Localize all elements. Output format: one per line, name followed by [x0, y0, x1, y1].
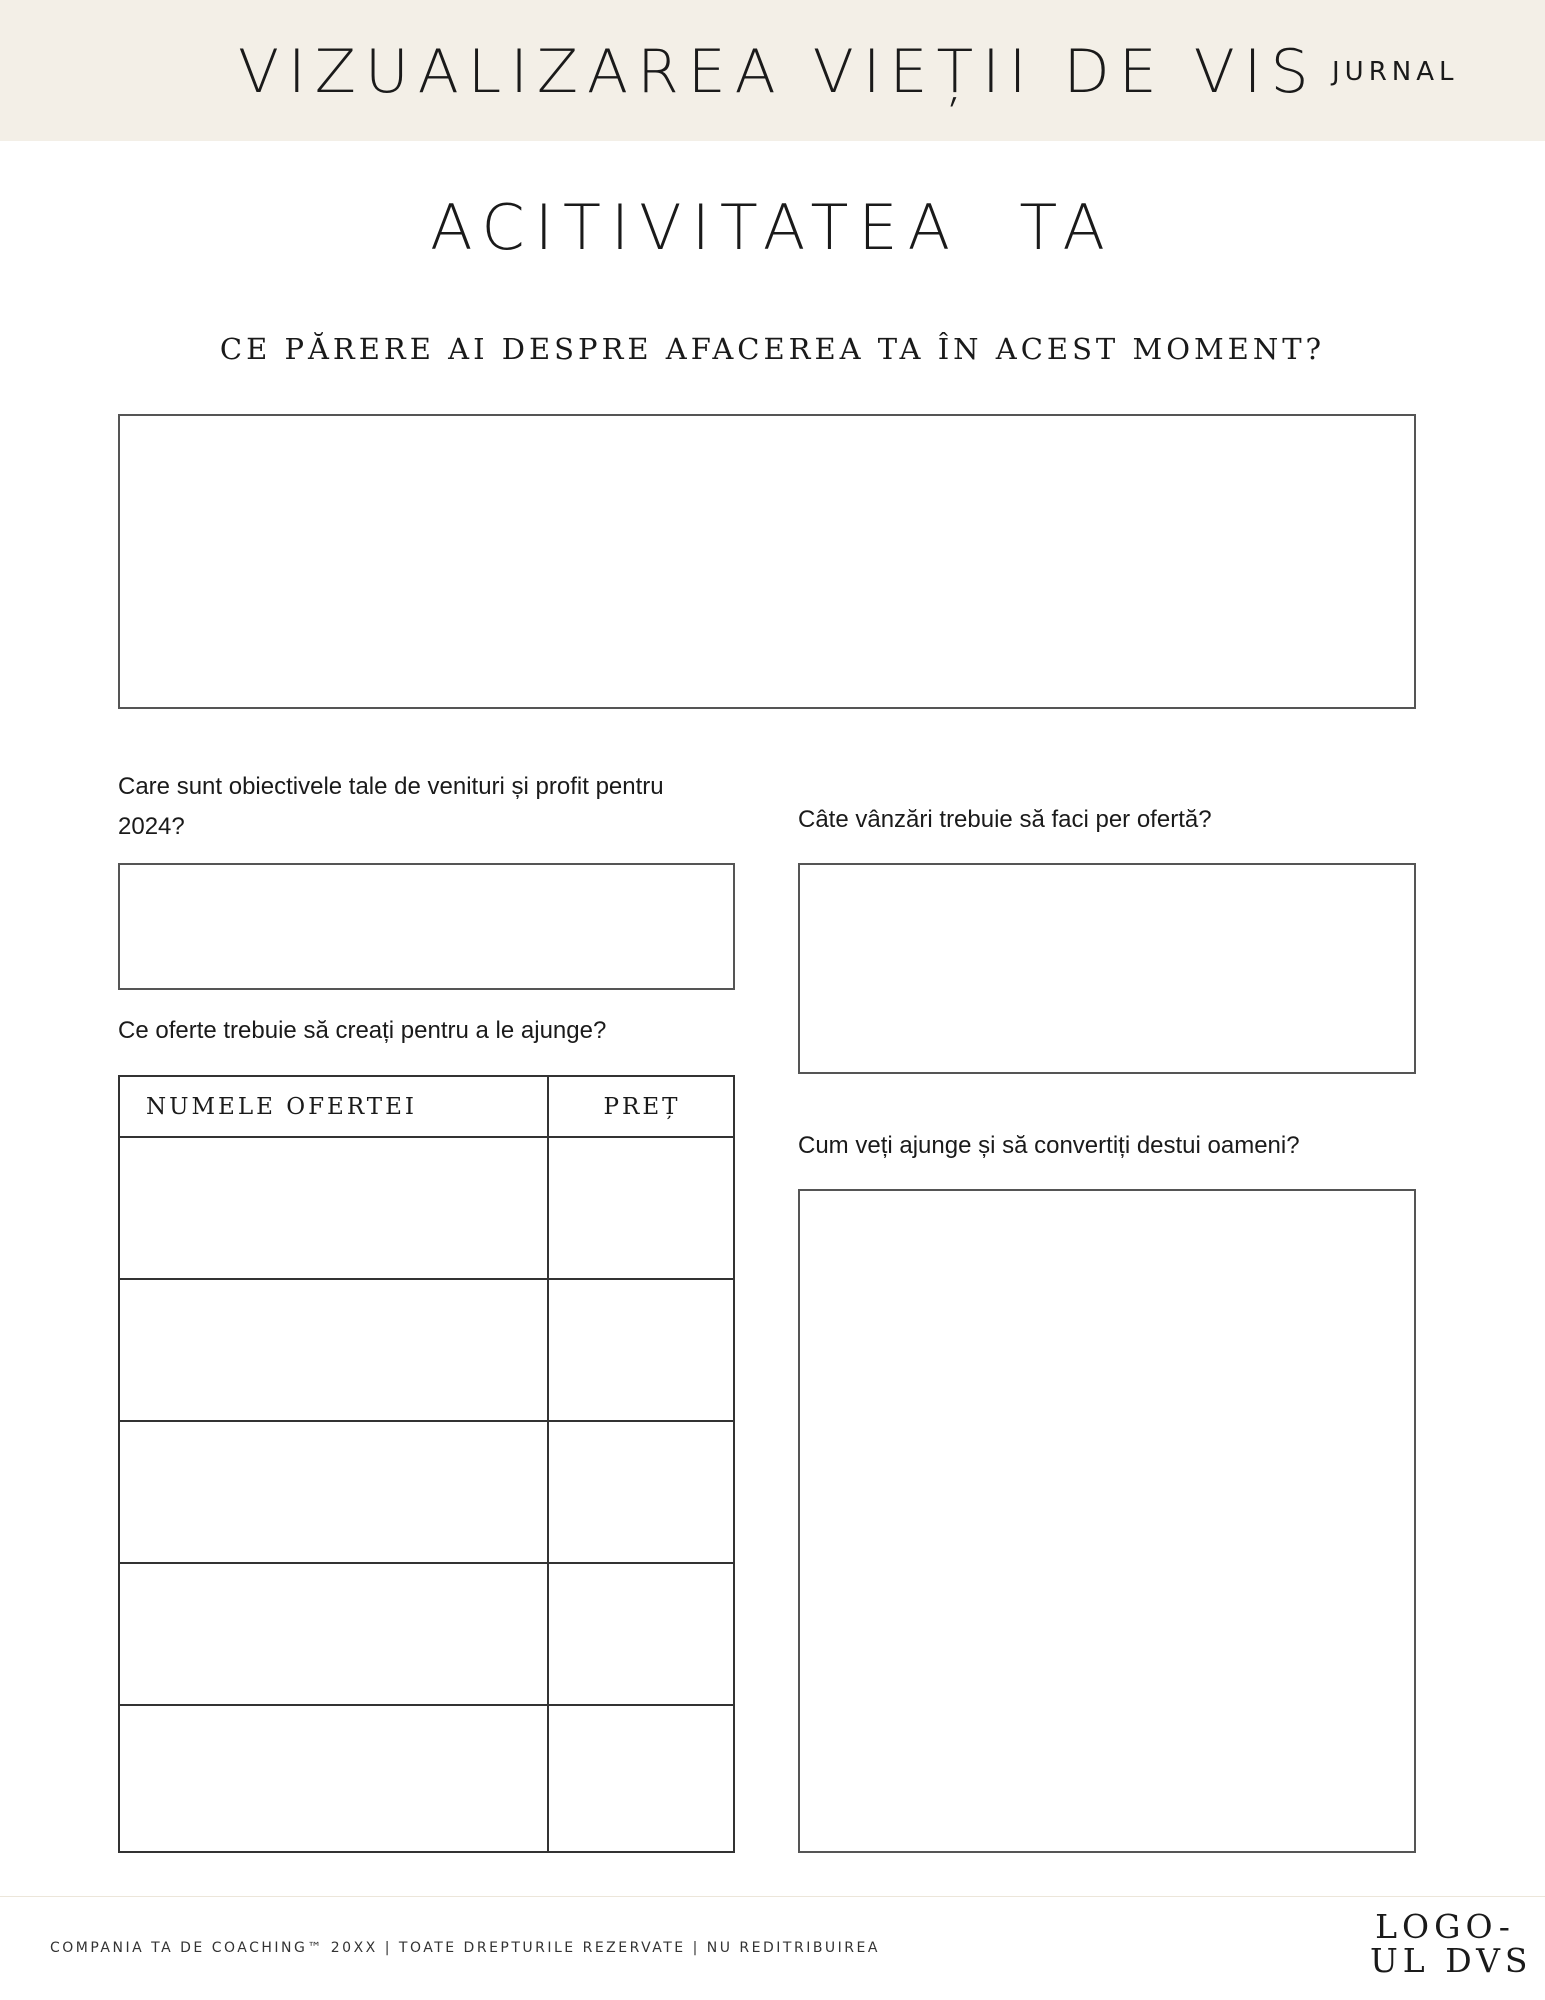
offers-to-create-question: Ce oferte trebuie să creați pentru a le ajunge? [118, 1017, 607, 1044]
reach-and-convert-answer-box[interactable] [798, 1189, 1416, 1853]
income-goals-answer-box[interactable] [118, 863, 735, 990]
offers-table [118, 1075, 735, 1853]
table-row-divider [120, 1278, 733, 1280]
business-opinion-answer-box[interactable] [118, 414, 1416, 709]
journal-subtitle: JURNAL [1332, 57, 1459, 87]
table-row-divider [120, 1420, 733, 1422]
table-row-divider [120, 1704, 733, 1706]
business-opinion-question: CE PĂRERE AI DESPRE AFACEREA TA ÎN ACEST MOMENT? [219, 332, 1326, 366]
income-goals-question: Care sunt obiectivele tale de venituri și profit pentru 2024? [118, 773, 664, 840]
reach-and-convert-question: Cum veți ajunge și să convertiți destui oameni? [798, 1132, 1300, 1159]
table-column-divider [547, 1077, 549, 1851]
footer-divider [0, 1896, 1545, 1897]
sales-per-offer-question: Câte vânzări trebuie să faci per ofertă? [798, 806, 1212, 833]
logo-placeholder: LOGO- UL DVS [1370, 1907, 1533, 1980]
table-row-divider [120, 1562, 733, 1564]
table-header-divider [120, 1136, 733, 1138]
table-header-offer-name: NUMELE OFERTEI [146, 1094, 417, 1120]
header-band [0, 0, 1545, 141]
footer-copyright: COMPANIA TA DE COACHING™ 20XX | TOATE DREPTURILE REZERVATE | NU REDITRIBUIREA [50, 1940, 880, 1956]
table-header-price: PREȚ [603, 1094, 681, 1120]
journal-title: VIZUALIZAREA VIEȚII DE VIS [238, 37, 1318, 107]
page-title: ACITIVITATEA TA [430, 191, 1115, 264]
sales-per-offer-answer-box[interactable] [798, 863, 1416, 1074]
